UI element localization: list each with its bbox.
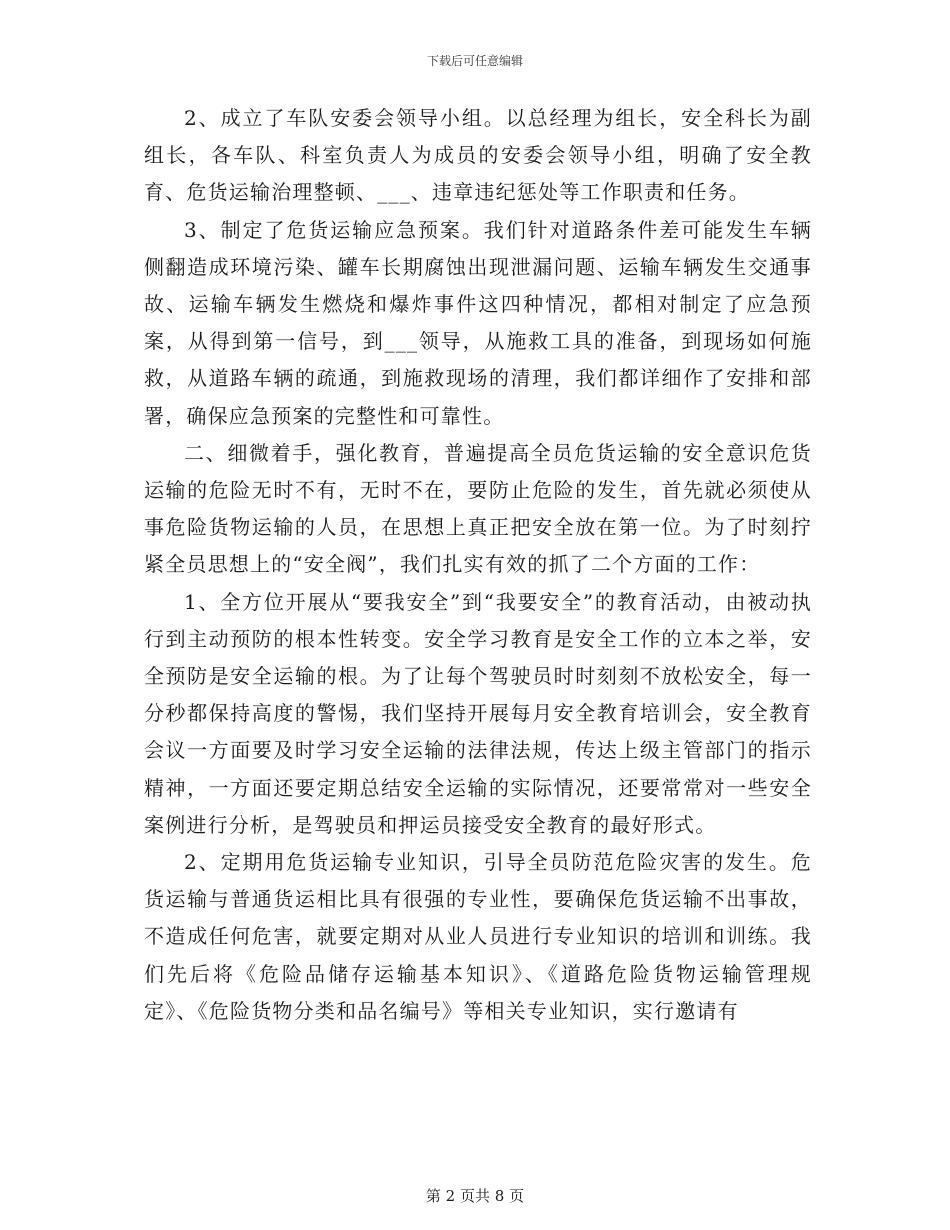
paragraph: 2、成立了车队安委会领导小组。以总经理为组长，安全科长为副组长，各车队、科室负责人为成员的安委会领导小组，明确了安全教育、危货运输治理整顿、___、违章违纪惩处等工作职责和任务。 (144, 106, 812, 205)
page-header: 下载后可任意编辑 (426, 54, 523, 68)
paragraph: 2、定期用危货运输专业知识，引导全员防范危险灾害的发生。危货运输与普通货运相比具有很强的专业性，要确保危货运输不出事故，不造成任何危害，就要定期对从业人员进行专业知识的培训和训练。我们先后将《危险品储存运输基本知识》、《道路危险货物运输管理规定》、《危险货物分类和品名编号》等相关专业知识，实行邀请有 (144, 850, 812, 1023)
page-footer: 第 2 页共 8 页 (425, 1187, 525, 1205)
paragraph: 1、全方位开展从“要我安全”到“我要安全”的教育活动，由被动执行到主动预防的根本性转变。安全学习教育是安全工作的立本之举，安全预防是安全运输的根。为了让每个驾驶员时时刻刻不放松安全，每一分秒都保持高度的警惕，我们坚持开展每月安全教育培训会，安全教育会议一方面要及时学习安全运输的法律法规，传达上级主管部门的指示精神，一方面还要定期总结安全运输的实际情况，还要常常对一些安全案例进行分析，是驾驶员和押运员接受安全教育的最好形式。 (144, 589, 812, 837)
paragraph: 二、细微着手，强化教育，普遍提高全员危货运输的安全意识危货运输的危险无时不有，无时不在，要防止危险的发生，首先就必须使从事危险货物运输的人员，在思想上真正把安全放在第一位。为了时刻拧紧全员思想上的“安全阀”，我们扎实有效的抓了二个方面的工作： (144, 440, 812, 577)
paragraph: 3、制定了危货运输应急预案。我们针对道路条件差可能发生车辆侧翻造成环境污染、罐车长期腐蚀出现泄漏问题、运输车辆发生交通事故、运输车辆发生燃烧和爆炸事件这四种情况，都相对制定了应急预案，从得到第一信号，到___领导，从施救工具的准备，到现场如何施救，从道路车辆的疏通，到施救现场的清理，我们都详细作了安排和部署，确保应急预案的完整性和可靠性。 (144, 217, 812, 428)
document-body (144, 100, 812, 1030)
